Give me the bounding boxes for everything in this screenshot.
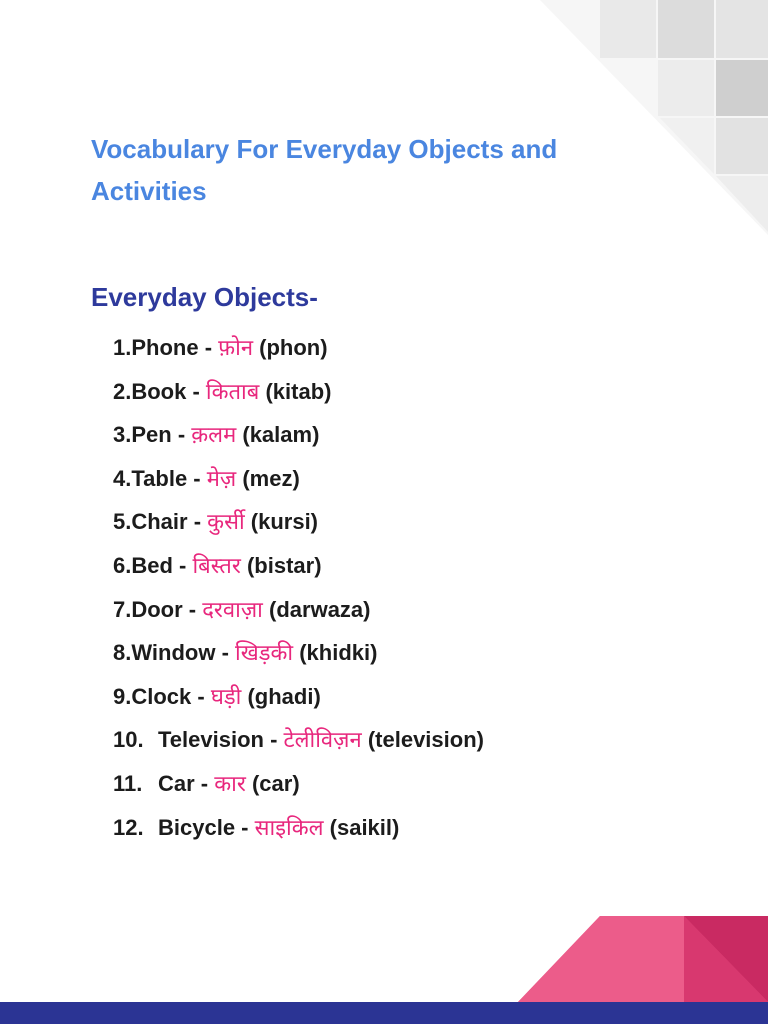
item-separator: - [263, 727, 284, 753]
item-separator: - [172, 552, 193, 578]
item-transliteration: (kitab) [265, 378, 332, 404]
list-item [113, 636, 484, 680]
item-transliteration: (khidki) [299, 640, 378, 666]
list-item [113, 549, 484, 593]
item-hindi: मेज़ [206, 466, 237, 492]
page-title: Vocabulary For Everyday Objects and Activities [91, 134, 558, 206]
list-item [113, 331, 484, 375]
item-hindi: साइकिल [254, 815, 324, 841]
item-english: Bed [131, 552, 173, 578]
item-english: Book [131, 378, 187, 404]
item-hindi: कार [214, 771, 246, 797]
item-separator: - [187, 465, 207, 491]
item-separator: - [186, 378, 206, 404]
item-separator: - [191, 683, 211, 709]
item-number: 9. [113, 683, 132, 709]
item-hindi: खिड़की [235, 641, 294, 667]
item-transliteration: (kalam) [242, 422, 320, 448]
list-item [113, 505, 484, 549]
list-item [113, 723, 484, 767]
list-item [113, 767, 484, 811]
item-number: 6. [113, 552, 132, 578]
item-number: 7. [113, 596, 132, 622]
footer-bar [0, 1002, 768, 1024]
item-number: 3. [113, 422, 132, 448]
item-number: 1. [113, 335, 132, 360]
item-number: 2. [113, 378, 132, 404]
item-number: 4. [113, 465, 132, 491]
item-transliteration: (car) [251, 770, 300, 796]
item-transliteration: (bistar) [246, 552, 322, 578]
list-item [113, 811, 484, 855]
item-separator: - [194, 770, 215, 796]
item-english: Table [131, 465, 188, 491]
item-english: Clock [131, 683, 192, 709]
item-transliteration: (television) [367, 727, 484, 753]
item-hindi: किताब [205, 379, 260, 405]
list-item [113, 418, 484, 462]
item-number: 12. [113, 814, 144, 840]
item-english: Phone [131, 335, 199, 360]
item-transliteration: (saikil) [329, 814, 400, 840]
item-transliteration: (mez) [242, 465, 300, 491]
list-item [113, 375, 484, 419]
item-number: 11. [113, 770, 143, 796]
vocabulary-list [113, 331, 484, 854]
item-hindi: फ़ोन [218, 336, 254, 361]
item-separator: - [215, 640, 236, 666]
item-number: 8. [113, 640, 132, 666]
item-hindi: टेलीविज़न [283, 728, 362, 754]
item-separator: - [187, 509, 208, 535]
item-hindi: बिस्तर [192, 553, 241, 579]
item-english: Pen [131, 422, 172, 448]
item-hindi: दरवाज़ा [202, 597, 263, 623]
item-transliteration: (kursi) [250, 509, 319, 535]
section-heading: Everyday Objects- [91, 282, 318, 312]
item-separator: - [198, 335, 219, 360]
item-transliteration: (phon) [259, 335, 328, 360]
item-english: Bicycle [158, 814, 236, 840]
item-english: Chair [131, 509, 188, 535]
list-item [113, 462, 484, 506]
item-hindi: घड़ी [210, 684, 242, 710]
item-separator: - [235, 814, 255, 840]
item-hindi: कुर्सी [207, 510, 245, 536]
item-english: Window [131, 640, 216, 666]
item-separator: - [182, 596, 203, 622]
item-transliteration: (darwaza) [269, 596, 371, 622]
item-hindi: क़लम [191, 423, 237, 449]
bottom-right-pink-pattern [518, 916, 768, 1002]
item-transliteration: (ghadi) [247, 683, 321, 709]
item-english: Door [131, 596, 183, 622]
item-number: 10. [113, 727, 144, 753]
item-separator: - [171, 422, 192, 448]
list-item [113, 593, 484, 637]
item-english: Television [158, 727, 264, 753]
list-item [113, 680, 484, 724]
item-number: 5. [113, 509, 132, 535]
item-english: Car [158, 770, 195, 796]
